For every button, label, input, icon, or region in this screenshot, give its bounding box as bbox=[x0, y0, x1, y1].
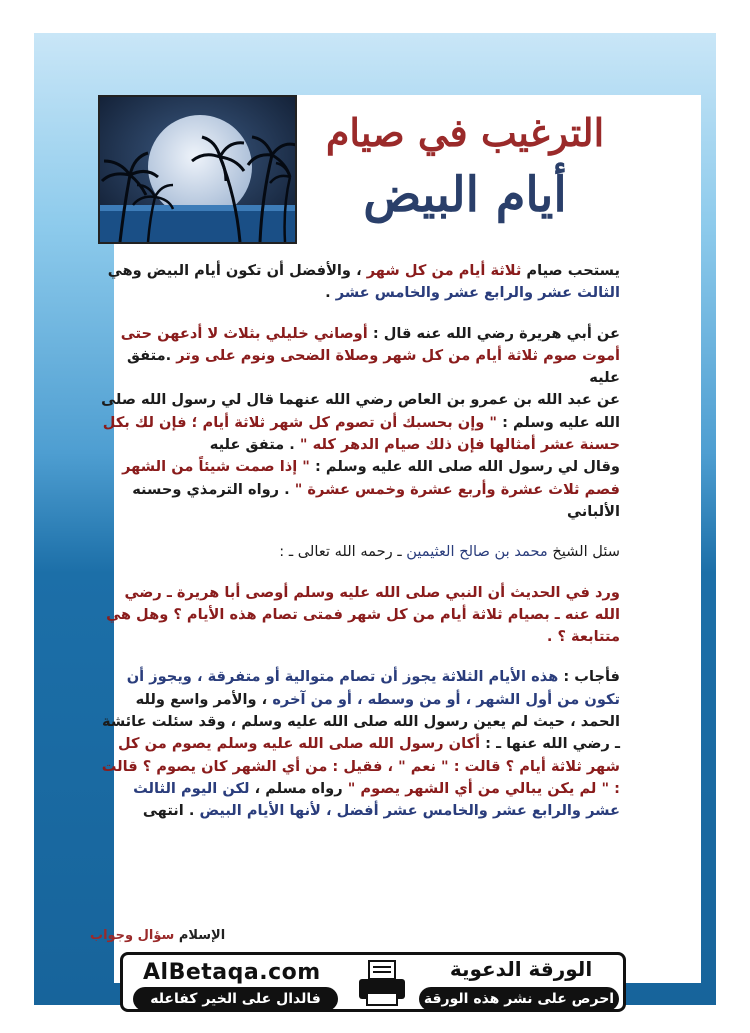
intro-paragraph: يستحب صيام ثلاثة أيام من كل شهر ، والأفضل أن تكون أيام البيض وهي الثالث عشر والرابع عشر والخامس عشر . bbox=[107, 262, 620, 302]
moon-palm-image bbox=[98, 95, 297, 244]
question-intro: سئل الشيخ محمد بن صالح العثيمين ـ رحمه الله تعالى ـ : bbox=[279, 543, 620, 561]
site-link[interactable]: AlBetaqa.com bbox=[143, 960, 321, 985]
footer-banner bbox=[120, 952, 626, 1012]
article-body bbox=[100, 260, 620, 950]
brand-name: الورقة الدعوية bbox=[449, 957, 593, 981]
printer-icon bbox=[355, 959, 409, 1007]
title-line-1: الترغيب في صيام bbox=[325, 110, 605, 155]
slogan-left: فالدال على الخير كفاعله bbox=[133, 987, 338, 1011]
question-text: ورد في الحديث أن النبي صلى الله عليه وسلم أوصى أبا هريرة ـ رضي الله عنه ـ بصيام ثلاثة أيام من كل شهر فمتى تصام هذه الأيام ؟ وهل هي متتابعة ؟ . bbox=[106, 583, 620, 646]
answer-paragraph: فأجاب : هذه الأيام الثلاثة يجوز أن تصام متوالية أو متفرقة ، ويجوز أن تكون من أول الشهر ، أو من وسطه ، أو من آخره ، والأمر واسع ولله الحمد ، حيث لم يعين رسول الله صلى الله عليه وسلم ، وقد سئلت عائشة ـ رضي الله عنها ـ : أكان رسول الله صلى الله عليه وسلم يصوم من كل شهر ثلاثة أيام ؟ قالت : " نعم " ، فقيل : من أي الشهر كان يصوم ؟ قالت : " لم يكن يبالي من أي الشهر يصوم " رواه مسلم ، لكن اليوم الثالث عشر والرابع عشر والخامس عشر أفضل ، لأنها الأيام البيض . انتهى bbox=[101, 668, 620, 820]
slogan-right: احرص على نشر هذه الورقة bbox=[419, 987, 619, 1011]
title-line-2: أيام البيض bbox=[363, 167, 567, 223]
source-credit: الإسلام سؤال وجواب bbox=[90, 928, 226, 943]
hadith-paragraph: عن أبي هريرة رضي الله عنه قال : أوصاني خليلي بثلاث لا أدعهن حتى أموت صوم ثلاثة أيام من كل شهر وصلاة الضحى ونوم على وتر .متفق عليه عن عبد الله بن عمرو بن العاص رضي الله عنهما قال لي رسول الله صلى الله عليه وسلم : " وإن بحسبك أن تصوم كل شهر ثلاثة أيام ؛ فإن لك بكل حسنة عشر أمثالها فإن ذلك صيام الدهر كله " . متفق عليه وقال لي رسول الله صلى الله عليه وسلم : " إذا صمت شيئاً من الشهر فصم ثلاث عشرة وأربع عشرة وخمس عشرة " . رواه الترمذي وحسنه الألباني bbox=[101, 324, 620, 520]
